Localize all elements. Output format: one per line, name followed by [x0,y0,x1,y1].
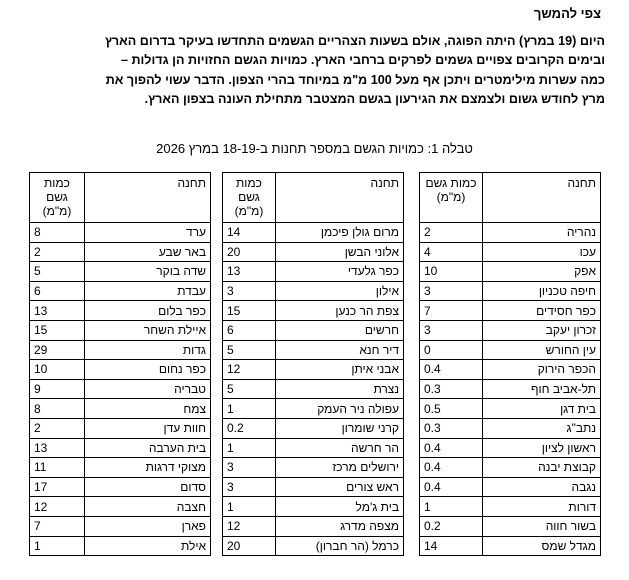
station-name-cell: בית הערבה [85,438,211,458]
table-row [30,418,211,438]
rainfall-table-3 [29,172,211,556]
station-name-cell: אפק [483,262,601,282]
station-name-cell: כרמל (הר חברון) [276,536,404,556]
station-name-cell: נצרת [276,379,404,399]
rain-amount-column-header: כמות גשם (מ"מ) [420,173,483,223]
station-name-cell: כפר חסידים [483,301,601,321]
rain-amount-cell: 1 [30,536,85,556]
rain-amount-cell: 14 [420,536,483,556]
rain-amount-cell: 15 [30,320,85,340]
station-name-cell: פארן [85,516,211,536]
station-name-cell: כפר בלום [85,301,211,321]
station-name-cell: אילון [276,281,404,301]
station-name-cell: עכו [483,242,601,262]
rain-amount-cell: 8 [30,399,85,419]
table-row [223,418,404,438]
station-name-cell: עין החורש [483,340,601,360]
station-name-cell: מצפה מדרג [276,516,404,536]
station-name-cell: בשור חווה [483,516,601,536]
table-row [420,262,601,282]
rain-amount-cell: 0.2 [223,418,276,438]
rain-amount-cell: 3 [420,281,483,301]
station-name-cell: דיר חנא [276,340,404,360]
rain-amount-cell: 3 [223,458,276,478]
station-name-cell: גדות [85,340,211,360]
rain-amount-column-header: כמות גשם (מ"מ) [223,173,276,223]
station-name-cell: בית ג'מל [276,497,404,517]
table-row [420,516,601,536]
table-header-row [420,173,601,223]
station-name-cell: חרשים [276,320,404,340]
rain-amount-cell: 12 [30,497,85,517]
table-row [420,477,601,497]
table-row [223,320,404,340]
rain-amount-cell: 1 [420,497,483,517]
station-name-cell: סדום [85,477,211,497]
table-row [420,438,601,458]
paragraph-line: ובימים הקרובים צפויים גשמים לפרקים ברחבי הארץ. כמויות הגשם החזויות הן גדולות – [120,53,605,68]
table-header-row [223,173,404,223]
station-name-cell: נתב"ג [483,418,601,438]
station-name-cell: כפר נחום [85,360,211,380]
station-name-cell: ירושלים מרכז [276,458,404,478]
rain-amount-cell: 0.4 [420,458,483,478]
station-name-cell: מרום גולן פיכמן [276,223,404,243]
rain-amount-cell: 29 [30,340,85,360]
rain-amount-column-header: כמות גשם (מ"מ) [30,173,85,223]
station-name-cell: אלוני הבשן [276,242,404,262]
table-row [420,536,601,556]
station-name-cell: חצבה [85,497,211,517]
rain-amount-cell: 0 [420,340,483,360]
rain-amount-cell: 13 [30,438,85,458]
table-row [223,223,404,243]
rain-amount-cell: 3 [420,320,483,340]
table-row [420,379,601,399]
rain-amount-cell: 3 [223,281,276,301]
paragraph-line: מרץ לחודש גשום ולצמצם את הגירעון בגשם המצטבר מתחילת העונה בצפון הארץ. [144,92,605,107]
table-row [30,223,211,243]
rain-amount-cell: 1 [223,497,276,517]
table-row [420,340,601,360]
table-caption: טבלה 1: כמויות הגשם במספר תחנות ב-18-19 במרץ 2026 [156,141,473,156]
table-row [223,536,404,556]
table-row [420,399,601,419]
station-name-cell: קרני שומרון [276,418,404,438]
station-name-cell: תל-אביב חוף [483,379,601,399]
rain-amount-cell: 13 [223,262,276,282]
station-name-cell: צמח [85,399,211,419]
table-row [30,399,211,419]
station-name-cell: חוות עדן [85,418,211,438]
table-row [30,536,211,556]
rain-amount-cell: 2 [420,223,483,243]
table-row [30,516,211,536]
paragraph-line: כמה עשרות מילימטרים ויתכן אף מעל 100 מ"מ במיוחד בהרי הצפון. הדבר עשוי להפוך את [105,72,605,87]
table-row [30,438,211,458]
rain-amount-cell: 13 [30,301,85,321]
station-name-cell: טבריה [85,379,211,399]
rain-amount-cell: 10 [30,360,85,380]
table-row [223,379,404,399]
station-name-cell: אילת [85,536,211,556]
rain-amount-cell: 0.4 [420,360,483,380]
rain-amount-cell: 5 [223,340,276,360]
table-row [30,360,211,380]
station-name-cell: דורות [483,497,601,517]
table-row [223,438,404,458]
rainfall-table-1 [419,172,601,556]
table-row [30,320,211,340]
table-row [30,242,211,262]
table-row [223,516,404,536]
table-row [420,418,601,438]
station-name-cell: נהריה [483,223,601,243]
station-name-cell: חיפה טכניון [483,281,601,301]
station-column-header: תחנה [483,173,601,223]
station-column-header: תחנה [276,173,404,223]
rain-amount-cell: 5 [223,379,276,399]
station-name-cell: ערד [85,223,211,243]
table-row [223,301,404,321]
rain-amount-cell: 1 [223,438,276,458]
rain-amount-cell: 15 [223,301,276,321]
rain-amount-cell: 2 [30,418,85,438]
table-row [30,262,211,282]
table-row [223,497,404,517]
table-row [420,281,601,301]
station-name-cell: זכרון יעקב [483,320,601,340]
table-row [420,320,601,340]
station-name-cell: באר שבע [85,242,211,262]
station-column-header: תחנה [85,173,211,223]
table-row [30,477,211,497]
rain-amount-cell: 7 [420,301,483,321]
station-name-cell: אבני איתן [276,360,404,380]
rain-amount-cell: 12 [223,360,276,380]
rain-amount-cell: 0.4 [420,477,483,497]
rain-amount-cell: 0.4 [420,438,483,458]
rain-amount-cell: 17 [30,477,85,497]
rain-amount-cell: 6 [223,320,276,340]
table-row [223,340,404,360]
rain-amount-cell: 20 [223,536,276,556]
rain-amount-cell: 14 [223,223,276,243]
rain-amount-cell: 0.3 [420,379,483,399]
rain-amount-cell: 11 [30,458,85,478]
table-row [30,301,211,321]
station-name-cell: ראש צורים [276,477,404,497]
table-row [223,399,404,419]
table-row [223,477,404,497]
rainfall-table-2 [222,172,404,556]
rain-amount-cell: 0.3 [420,418,483,438]
station-name-cell: שדה בוקר [85,262,211,282]
table-row [223,360,404,380]
table-row [420,458,601,478]
table-row [223,458,404,478]
station-name-cell: נגבה [483,477,601,497]
table-row [30,458,211,478]
table-row [223,281,404,301]
table-row [223,262,404,282]
rain-amount-cell: 4 [420,242,483,262]
station-name-cell: הר חרשה [276,438,404,458]
table-row [420,497,601,517]
table-header-row [30,173,211,223]
station-name-cell: הכפר הירוק [483,360,601,380]
rain-amount-cell: 8 [30,223,85,243]
rain-amount-cell: 20 [223,242,276,262]
rain-amount-cell: 1 [223,399,276,419]
table-row [420,223,601,243]
rain-amount-cell: 5 [30,262,85,282]
station-name-cell: כפר גלעדי [276,262,404,282]
rain-amount-cell: 9 [30,379,85,399]
station-name-cell: בית דגן [483,399,601,419]
rain-amount-cell: 7 [30,516,85,536]
table-row [30,497,211,517]
station-name-cell: מצוקי דרגות [85,458,211,478]
station-name-cell: צפת הר כנען [276,301,404,321]
table-row [30,340,211,360]
section-heading: צפי להמשך [533,6,601,21]
station-name-cell: עפולה ניר העמק [276,399,404,419]
rain-amount-cell: 0.2 [420,516,483,536]
table-row [420,301,601,321]
table-row [223,242,404,262]
station-name-cell: ראשון לציון [483,438,601,458]
forecast-paragraph [20,32,605,110]
rain-amount-cell: 2 [30,242,85,262]
rain-amount-cell: 0.5 [420,399,483,419]
station-name-cell: מגדל שמס [483,536,601,556]
rain-amount-cell: 3 [223,477,276,497]
rain-amount-cell: 12 [223,516,276,536]
table-row [30,379,211,399]
paragraph-line: היום (19 במרץ) היתה הפוגה, אולם בשעות הצהריים הגשמים התחדשו בעיקר בדרום הארץ [104,34,605,48]
station-name-cell: קבוצת יבנה [483,458,601,478]
table-row [420,360,601,380]
station-name-cell: איילת השחר [85,320,211,340]
table-row [420,242,601,262]
table-row [30,281,211,301]
rain-amount-cell: 10 [420,262,483,282]
station-name-cell: עבדת [85,281,211,301]
rain-amount-cell: 6 [30,281,85,301]
